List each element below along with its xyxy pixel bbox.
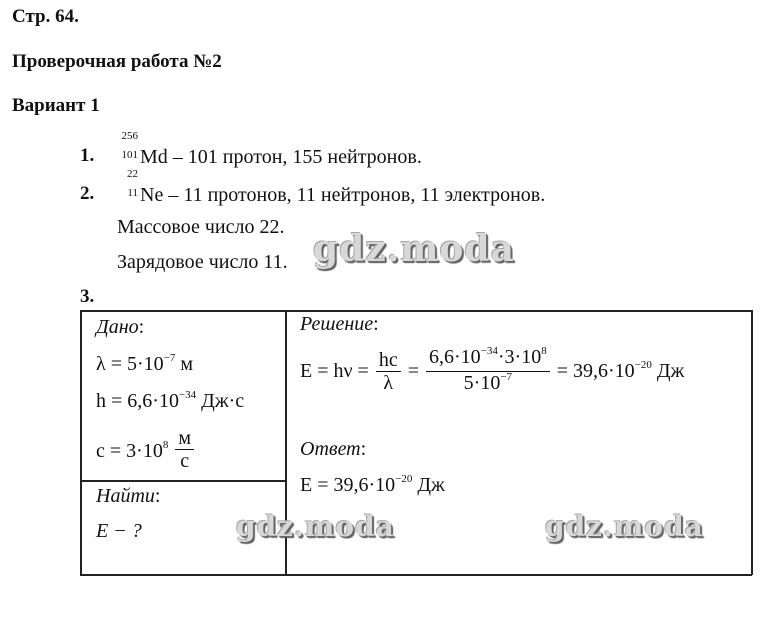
find-value: E − ? [96, 520, 142, 542]
mass-number-line: Массовое число 22. [117, 216, 285, 238]
table-border-bottom [80, 574, 752, 576]
worksheet-title: Проверочная работа №2 [12, 51, 222, 72]
given-wavelength: $\lambda = 5\cdot 10^{-7}$ м [96, 352, 194, 375]
item-2-line [116, 168, 546, 207]
item-2-text: – 11 протонов, 11 нейтронов, 11 электронов. [163, 184, 546, 206]
charge-number: 11 [127, 187, 138, 199]
item-1-number: 1. [80, 145, 95, 166]
given-label: Дано: [96, 316, 145, 338]
fraction-hc-over-lambda: $\frac{hc}{\lambda}$ [376, 349, 401, 394]
item-2-number: 2. [80, 183, 95, 204]
watermark-logo: gdz.moda [313, 228, 515, 270]
given-planck-constant: $h = 6,6\cdot 10^{-34}$ Дж·с [96, 389, 245, 412]
table-border-right [751, 310, 753, 575]
mass-number: 256 [121, 130, 138, 142]
charge-number-line: Зарядовое число 11. [117, 251, 288, 273]
element-symbol: Ne [140, 184, 164, 206]
variant-title: Вариант 1 [12, 95, 100, 116]
charge-number: 101 [121, 149, 138, 161]
given-speed-of-light: $c = 3\cdot 10^8$ $\frac{м}{с}$ [96, 427, 196, 472]
mass-number: 22 [127, 168, 138, 180]
table-border-top [80, 310, 752, 312]
answer-value: $E = 39,6\cdot 10^{-20}$ Дж [300, 473, 445, 496]
find-label: Найти: [96, 485, 161, 507]
watermark-logo: gdz.moda [236, 510, 395, 543]
page-number: Стр. 64. [12, 6, 79, 27]
fraction-numeric: $\frac{6,6\cdot 10^{-34}\cdot 3\cdot 10^8}{5\cdot 10^{-7}}$ [426, 346, 550, 397]
answer-label: Ответ: [300, 438, 367, 460]
unit-fraction: $\frac{м}{с}$ [175, 427, 194, 472]
nuclide-notation [116, 168, 140, 201]
given-find-divider [80, 480, 286, 482]
nuclide-notation [116, 130, 140, 163]
watermark-logo: gdz.moda [545, 510, 704, 543]
solution-formula: E = hν = $\frac{hc}{\lambda}$ = $\frac{6,6\cdot 10^{-34}\cdot 3\cdot 10^8}{5\cdot 10^{-7}}$ = $39,6\cdot 10^{-20}$ Дж [300, 346, 684, 397]
item-1-text: – 101 протон, 155 нейтронов. [167, 146, 422, 168]
element-symbol: Md [140, 146, 168, 168]
table-border-left [80, 310, 82, 575]
item-3-number: 3. [80, 286, 95, 307]
item-1-line [116, 130, 422, 169]
solution-label: Решение: [300, 313, 379, 335]
